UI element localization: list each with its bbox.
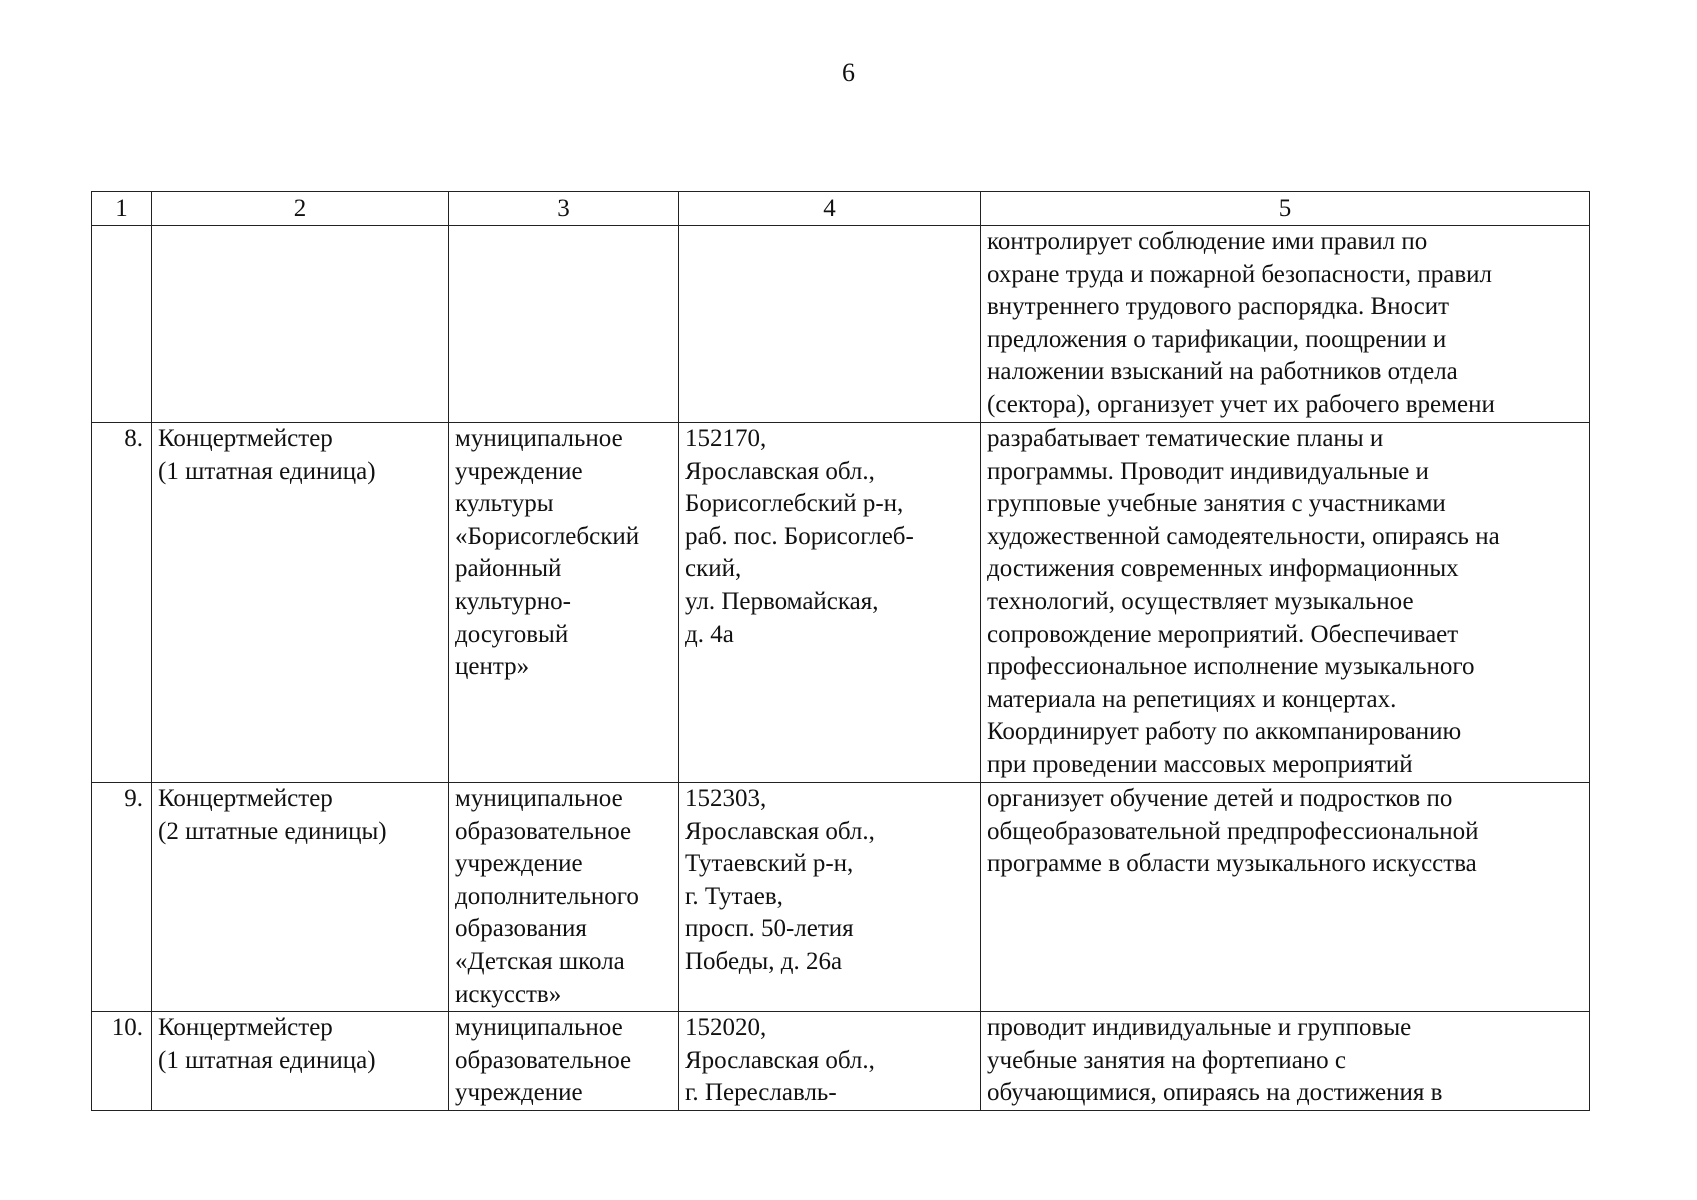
table-row (92, 423, 1590, 783)
institution-cell: муниципальное образовательное учреждение (449, 1012, 679, 1111)
table-row (92, 226, 1590, 423)
institution-cell: муниципальное учреждение культуры «Борисоглебский районный культурно- досуговый центр» (449, 423, 679, 783)
position-cell: Концертмейстер (1 штатная единица) (152, 423, 449, 783)
column-number-2: 2 (152, 192, 449, 226)
row-number: 10. (92, 1012, 152, 1111)
row-number: 8. (92, 423, 152, 783)
column-number-5: 5 (981, 192, 1590, 226)
position-cell (152, 226, 449, 423)
address-cell: 152170, Ярославская обл., Борисоглебский р-н, раб. пос. Борисоглеб- ский, ул. Первомайская, д. 4а (679, 423, 981, 783)
institution-cell: муниципальное образовательное учреждение дополнительного образования «Детская школа искусств» (449, 783, 679, 1012)
duties-cell: проводит индивидуальные и групповые учебные занятия на фортепиано с обучающимися, опираясь на достижения в (981, 1012, 1590, 1111)
duties-cell: организует обучение детей и подростков по общеобразовательной предпрофессиональной программе в области музыкального искусства (981, 783, 1590, 1012)
vacancy-table (91, 191, 1590, 1111)
duties-cell: разрабатывает тематические планы и программы. Проводит индивидуальные и групповые учебные занятия с участниками художественной самодеятельности, опираясь на достижения современных информационных технологий, осуществляет музыкальное сопровождение мероприятий. Обеспечивает профессиональное исполнение музыкального материала на репетициях и концертах. Координирует работу по аккомпанированию при проведении массовых мероприятий (981, 423, 1590, 783)
position-cell: Концертмейстер (2 штатные единицы) (152, 783, 449, 1012)
institution-cell (449, 226, 679, 423)
address-cell: 152303, Ярославская обл., Тутаевский р-н, г. Тутаев, просп. 50-летия Победы, д. 26а (679, 783, 981, 1012)
table-row (92, 1012, 1590, 1111)
duties-cell: контролирует соблюдение ими правил по охране труда и пожарной безопасности, правил внутреннего трудового распорядка. Вносит предложения о тарификации, поощрении и наложении взысканий на работников отдела (сектора), организует учет их рабочего времени (981, 226, 1590, 423)
table-row (92, 783, 1590, 1012)
position-cell: Концертмейстер (1 штатная единица) (152, 1012, 449, 1111)
column-number-4: 4 (679, 192, 981, 226)
row-number: 9. (92, 783, 152, 1012)
address-cell (679, 226, 981, 423)
table-header-row (92, 192, 1590, 226)
column-number-3: 3 (449, 192, 679, 226)
column-number-1: 1 (92, 192, 152, 226)
address-cell: 152020, Ярославская обл., г. Переславль- (679, 1012, 981, 1111)
row-number (92, 226, 152, 423)
page-number: 6 (842, 58, 855, 87)
